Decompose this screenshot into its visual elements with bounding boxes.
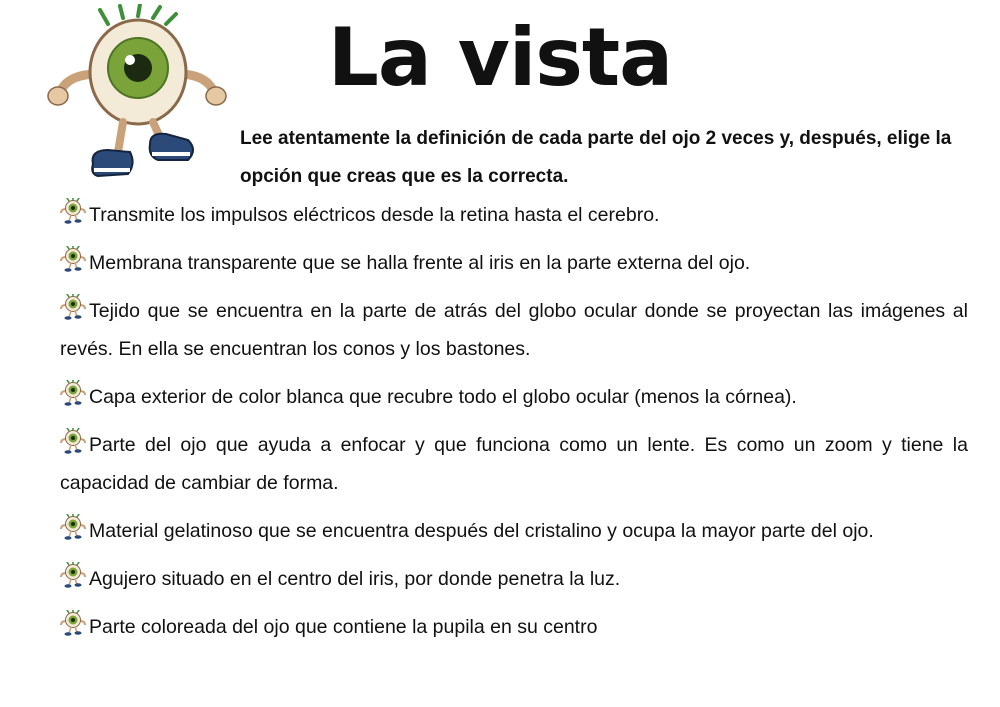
list-item: [60, 244, 968, 282]
list-item: [60, 608, 968, 646]
definition-text: Material gelatinoso que se encuentra después del cristalino y ocupa la mayor parte del ojo.: [89, 520, 874, 542]
mini-eyeball-icon: [60, 428, 86, 454]
list-item: [60, 512, 968, 550]
definition-text: Agujero situado en el centro del iris, por donde penetra la luz.: [89, 568, 621, 590]
definition-text: Parte del ojo que ayuda a enfocar y que funciona como un lente. Es como un zoom y tiene la capacidad de cambiar de forma.: [60, 434, 968, 494]
page-title: La vista: [327, 11, 673, 104]
list-item: [60, 292, 968, 368]
list-item: [60, 378, 968, 416]
definition-text: Parte coloreada del ojo que contiene la pupila en su centro: [89, 616, 598, 638]
mini-eyeball-icon: [60, 380, 86, 406]
mini-eyeball-icon: [60, 246, 86, 272]
definitions-list: [60, 196, 968, 656]
mini-eyeball-icon: [60, 562, 86, 588]
list-item: [60, 560, 968, 598]
definition-text: Membrana transparente que se halla frente al iris en la parte externa del ojo.: [89, 252, 751, 274]
mini-eyeball-icon: [60, 294, 86, 320]
definition-text: Transmite los impulsos eléctricos desde la retina hasta el cerebro.: [89, 204, 660, 226]
mini-eyeball-icon: [60, 514, 86, 540]
definition-text: Capa exterior de color blanca que recubre todo el globo ocular (menos la córnea).: [89, 386, 797, 408]
list-item: [60, 426, 968, 502]
mini-eyeball-icon: [60, 198, 86, 224]
instructions-text: Lee atentamente la definición de cada parte del ojo 2 veces y, después, elige la opción que creas que es la correcta.: [240, 128, 952, 187]
mini-eyeball-icon: [60, 610, 86, 636]
definition-text: Tejido que se encuentra en la parte de atrás del globo ocular donde se proyectan las imágenes al revés. En ella se encuentran los conos y los bastones.: [60, 300, 968, 360]
list-item: [60, 196, 968, 234]
